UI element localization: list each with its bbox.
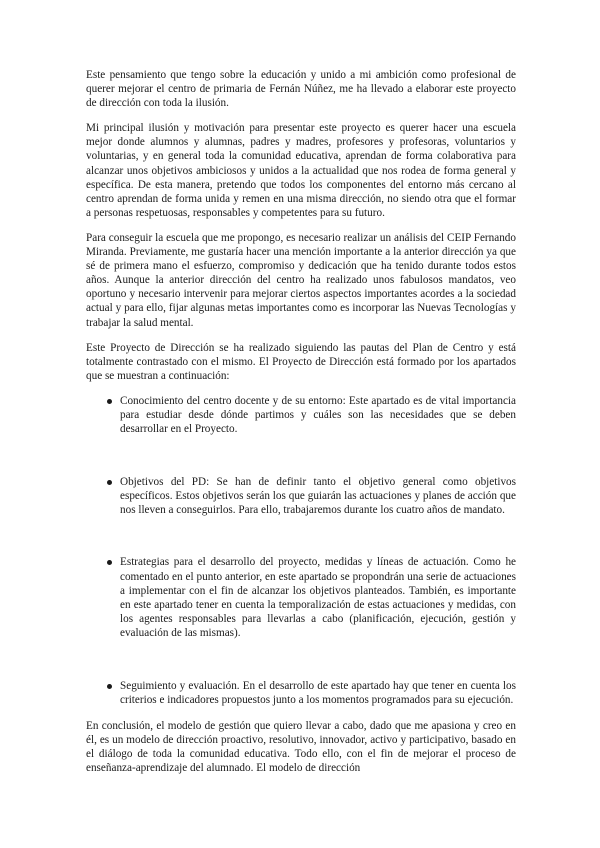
list-item-text: Conocimiento del centro docente y de su entorno: Este apartado es de vital importancia para estudiar desde dónde partimos y cuáles son las necesidades que se deben desarrollar en el Proyecto.: [120, 394, 516, 436]
list-item: [86, 679, 516, 707]
paragraph-motivation: Mi principal ilusión y motivación para presentar este proyecto es querer hacer una escuela mejor donde alumnos y alumnas, padres y madres, profesores y profesoras, voluntarios y voluntarias, y en general toda la comunidad educativa, aprendan de forma colaborativa para alcanzar unos objetivos ambiciosos y unidos a la actualidad que nos rodea de forma general y específica. De esta manera, pretendo que todos los componentes del entorno más cercano al centro aprendan de forma unida y remen en una misma dirección, no siendo otra que el formar a personas respetuosas, responsables y competentes para su futuro.: [86, 122, 516, 219]
bullet-dot-icon: [107, 399, 112, 404]
list-item-text: Objetivos del PD: Se han de definir tanto el objetivo general como objetivos específicos. Estos objetivos serán los que guiarán las actuaciones y planes de acción que nos lleven a conseguirlos. Para ello, trabajaremos durante los cuatro años de mandato.: [120, 476, 516, 517]
list-item: [86, 475, 516, 517]
list-item: [86, 555, 516, 640]
list-item: [86, 394, 516, 436]
sections-list: [86, 394, 516, 707]
bullet-dot-icon: [107, 560, 112, 565]
paragraph-structure: Este Proyecto de Dirección se ha realizado siguiendo las pautas del Plan de Centro y está totalmente contrastado con el mismo. El Proyecto de Dirección está formado por los apartados que se muestran a continuación:: [86, 341, 516, 382]
list-item-text: Estrategias para el desarrollo del proyecto, medidas y líneas de actuación. Como he comentado en el punto anterior, en este apartado se propondrán una serie de actuaciones a implementar con el fin de alcanzar los objetivos planteados. También, es importante en este apartado tener en cuenta la temporalización de estas actuaciones y medidas, con los agentes responsables para llevarlas a cabo (planificación, ejecución, gestión y evaluación de las mismas).: [120, 556, 516, 639]
document-page: [86, 68, 516, 787]
paragraph-analysis: Para conseguir la escuela que me propongo, es necesario realizar un análisis del CEIP Fernando Miranda. Previamente, me gustaría hacer una mención importante a la anterior dirección ya que sé de primera mano el esfuerzo, compromiso y dedicación que ha tenido durante todos estos años. Aunque la anterior dirección del centro ha realizado unos fabulosos mandatos, veo oportuno y necesario intervenir para mejorar ciertos aspectos importantes acordes a la sociedad actual y para ello, fijar algunas metas importantes como es incorporar las Nuevas Tecnologías y trabajar la salud mental.: [86, 231, 516, 329]
bullet-dot-icon: [107, 684, 112, 689]
list-item-text: Seguimiento y evaluación. En el desarrollo de este apartado hay que tener en cuenta los criterios e indicadores propuestos junto a los momentos programados para su ejecución.: [120, 680, 516, 707]
paragraph-intro: Este pensamiento que tengo sobre la educación y unido a mi ambición como profesional de querer mejorar el centro de primaria de Fernán Núñez, me ha llevado a elaborar este proyecto de dirección con toda la ilusión.: [86, 69, 516, 110]
paragraph-conclusion: En conclusión, el modelo de gestión que quiero llevar a cabo, dado que me apasiona y creo en él, es un modelo de dirección proactivo, resolutivo, innovador, activo y participativo, basado en el diálogo de toda la comunidad educativa. Todo ello, con el fin de mejorar el proceso de enseñanza-aprendizaje del alumnado. El modelo de dirección: [86, 720, 516, 775]
bullet-dot-icon: [107, 480, 112, 485]
